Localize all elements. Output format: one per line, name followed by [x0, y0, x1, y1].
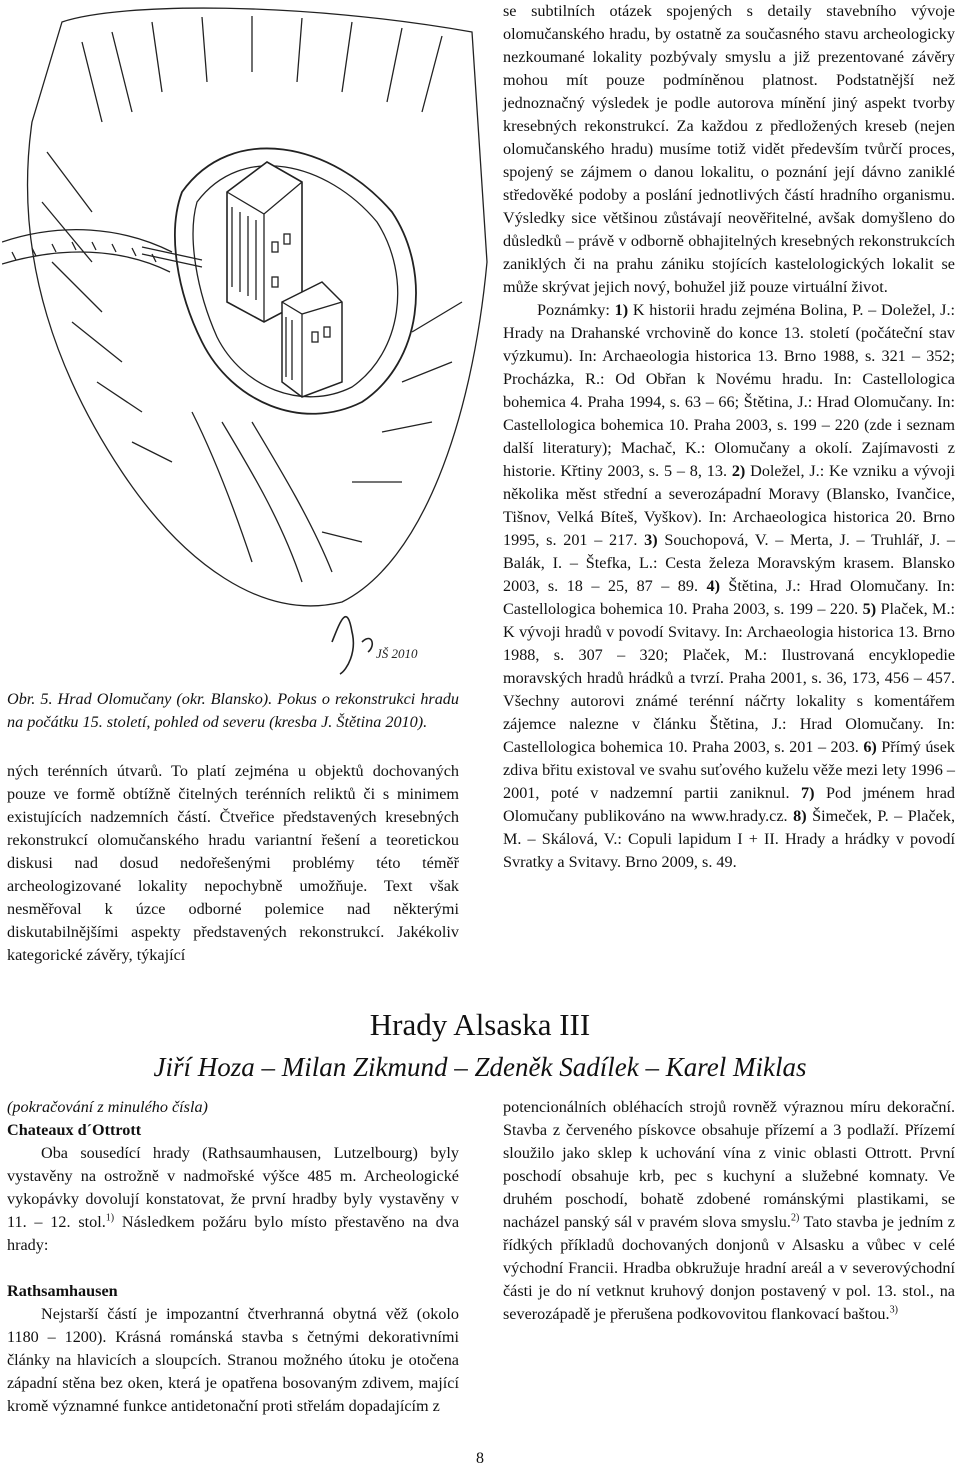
footnote-ref-2: 2) — [790, 1212, 800, 1224]
lower-right-column — [503, 1096, 955, 1326]
page-number: 8 — [476, 1450, 484, 1467]
upper-left-paragraph: ných terénních útvarů. To platí zejména u objektů dochovaných pouze ve formě obtížně čitelných terénních reliktů či s minimem existujících nadzemních částí. Čtveřice představených kresebných rekonstrukcí olomučanského hradu variantní řešení a teoretickou diskusi nad dosud nedořešenými problémy této téměř archeologizované lokality nepochybně umožňuje. Text však nesměřoval k úzce odborné polemice nad některými diskutabilnějšími aspekty představených rekonstrukcí. Jakékoliv kategorické závěry, týkající — [7, 762, 459, 964]
note-text: Souchopová, V. – Merta, J. – Truhlář, J. – Balák, I. – Štefka, L.: Cesta železa Moravským krasem. Blansko 2003, s. 18 – 25, 87 – 89. — [503, 531, 955, 595]
lower-left-column — [7, 1096, 459, 1418]
continuation-note: (pokračování z minulého čísla) — [7, 1098, 208, 1116]
note-number: 2) — [731, 462, 746, 480]
note-text: K historii hradu zejména Bolina, P. – Doležel, J.: Hrady na Drahanské vrchovině do konce 13. století (počáteční stav výzkumu). In: Archaeologia historica 13. Brno 1988, s. 321 – 352; Procházka, R.: Od Obřan k Novému hradu. In: Castellologica bohemica 4. Praha 1994, s. 63 – 66; Štětina, J.: Hrad Olomučany. In: Castellologica bohemica 10. Praha 2003, s. 199 – 220 (zde i seznam další literatury); Machač, K.: Olomučany a okolí. Zajímavosti z historie. Křtiny 2003, s. 5 – 8, 13. — [503, 301, 955, 480]
note-text: Plaček, M.: K vývoji hradů v povodí Svitavy. In: Archaeologia historica 13. Brno 1988, s. 307 – 320; Plaček, M.: Ilustrovaná encyklopedie moravských hradů hrádků a tvrzí. Praha 2001, s. 36, 173, 456 – 457. Všechny autorovi známé terénní náčrty lokality s komentářem zájemce nalezne v článku Štětina, J.: Hrad Olomučany. In: Castellologica bohemica 10. Praha 2003, s. 201 – 203. — [503, 600, 955, 756]
note-number: 4) — [706, 577, 720, 595]
ottrott-paragraph — [7, 1142, 459, 1257]
footnote-ref-1: 1) — [105, 1212, 115, 1224]
section-heading-rathsamhausen: Rathsamhausen — [7, 1282, 118, 1300]
note-number: 7) — [801, 784, 815, 802]
section-heading-ottrott: Chateaux d´Ottrott — [7, 1121, 142, 1139]
article-authors: Jiří Hoza – Milan Zikmund – Zdeněk Sadílek – Karel Miklas — [153, 1052, 807, 1082]
footnote-ref-3: 3) — [889, 1304, 898, 1316]
note-text: Šimeček, P. – Plaček, M. – Skálová, V.: Copuli lapidum I + II. Hrady a hrádky v povodí Svratky a Svitavy. Brno 2009, s. 49. — [503, 807, 955, 871]
note-text: Pod jménem hrad Olomučany publikováno na www.hrady.cz. — [503, 784, 955, 825]
article-title: Hrady Alsaska III — [369, 1007, 591, 1042]
castle-reconstruction-drawing — [2, 2, 492, 682]
note-text: Doležel, J.: Ke vzniku a vývoji několika měst střední a severozápadní Moravy (Blansko, Ivančice, Tišnov, Velká Bíteš, Vyškov). In: Archaeologica historica 20. Brno 1995, s. 201 – 217. — [503, 462, 955, 549]
note-number: 3) — [644, 531, 658, 549]
note-number: 5) — [862, 600, 877, 618]
note-text: Poznámky: — [537, 301, 615, 319]
upper-right-column — [503, 0, 955, 874]
rathsamhausen-paragraph: Nejstarší částí je impozantní čtverhranná obytná věž (okolo 1180 – 1200). Krásná románská stavba s četnými dekorativními články na hlavicích a sloupcích. Stranou možného útoku je otočena západní stěna bez oken, která je opatřena bosovaným zdivem, mající kromě významné funkce antidetonační proti střelám dopadajícím z — [7, 1305, 459, 1415]
note-number: 8) — [793, 807, 807, 825]
note-number: 6) — [863, 738, 877, 756]
note-number: 1) — [614, 301, 629, 319]
note-text: Štětina, J.: Hrad Olomučany. In: Castellologica bohemica 10. Praha 2003, s. 199 – 220. — [503, 577, 955, 618]
upper-right-paragraph: se subtilních otázek spojených s detaily stavebního vývoje olomučanského hradu, by ostatně za současného stavu archeologicky nezkoumané lokality pozbývaly smyslu a již prezentované závěry mohou mít pouze podmíněnou platnost. Podstatnější než jednoznačný výsledek je podle autorova mínění jiný aspekt tvorby kresebných rekonstrukcí. Za každou z předložených kreseb (nejen olomučanského hradu) musíme totiž vidět především tvůrčí proces, spojený se zájmem o danou lokalitu, o poznání její dávno zaniklé středověké podoby a poslání jednotlivých částí hradního organismu. Výsledky sice většinou zůstávají neověřitelné, avšak domyšleno do důsledků – právě v odborně obhajitelných kresebných rekonstrukcích zaniklých či na prahu zániku stojících kastelologických lokalit se může skrývat jejich nový, bohužel již pouze virtuální život. — [503, 2, 955, 296]
ottrott-text-b: Následkem požáru bylo místo přestavěno na dva hrady: — [7, 1213, 459, 1254]
donjon-text-b: Tato stavba je jedním z řídkých příkladů dochovaných donjonů v Alsasku a vůbec v celé východní Francii. Hradba obkružuje hradní areál a v severovýchodní části je do ní vetknut kruhový donjon postavený v pol. 13. stol., na severozápadě je přerušena podkovovitou flankovací baštou. — [503, 1213, 955, 1323]
ottrott-text-a: Oba sousedící hrady (Rathsaumhausen, Lutzelbourg) byly vystavěny na ostrožně v nadmořské výšce 485 m. Archeologické vykopávky dovolují konstatovat, že první hradby byly vystavěny v 11. – 12. stol. — [7, 1144, 459, 1231]
note-text: Přímý úsek zdiva břitu existoval ve svahu suťového kuželu věže mezi lety 1996 – 2001, poté v nadzemní partii zaniknul. — [503, 738, 956, 802]
figure-caption: Obr. 5. Hrad Olomučany (okr. Blansko). Pokus o rekonstrukci hradu na počátku 15. století, pohled od severu (kresba J. Štětina 2010). — [7, 690, 459, 731]
donjon-text-a: potencionálních obléhacích strojů rovněž výraznou míru dekorační. Stavba z červeného pískovce obsahuje přízemí a 3 podlaží. Přízemí sloužilo jako sklep k uchování vína z vinic oblasti Ottrott. První poschodí obsahuje krb, pec s kuchyní a služebné komnaty. Ve druhém poschodí, bohatě zdobené románskými plastikami, se nacházel panský sál v pravém slova smyslu. — [503, 1098, 955, 1231]
upper-left-column — [7, 760, 459, 967]
donjon-paragraph — [503, 1096, 955, 1326]
signature-date: JŠ 2010 — [376, 646, 418, 661]
notes-paragraph — [503, 299, 955, 874]
